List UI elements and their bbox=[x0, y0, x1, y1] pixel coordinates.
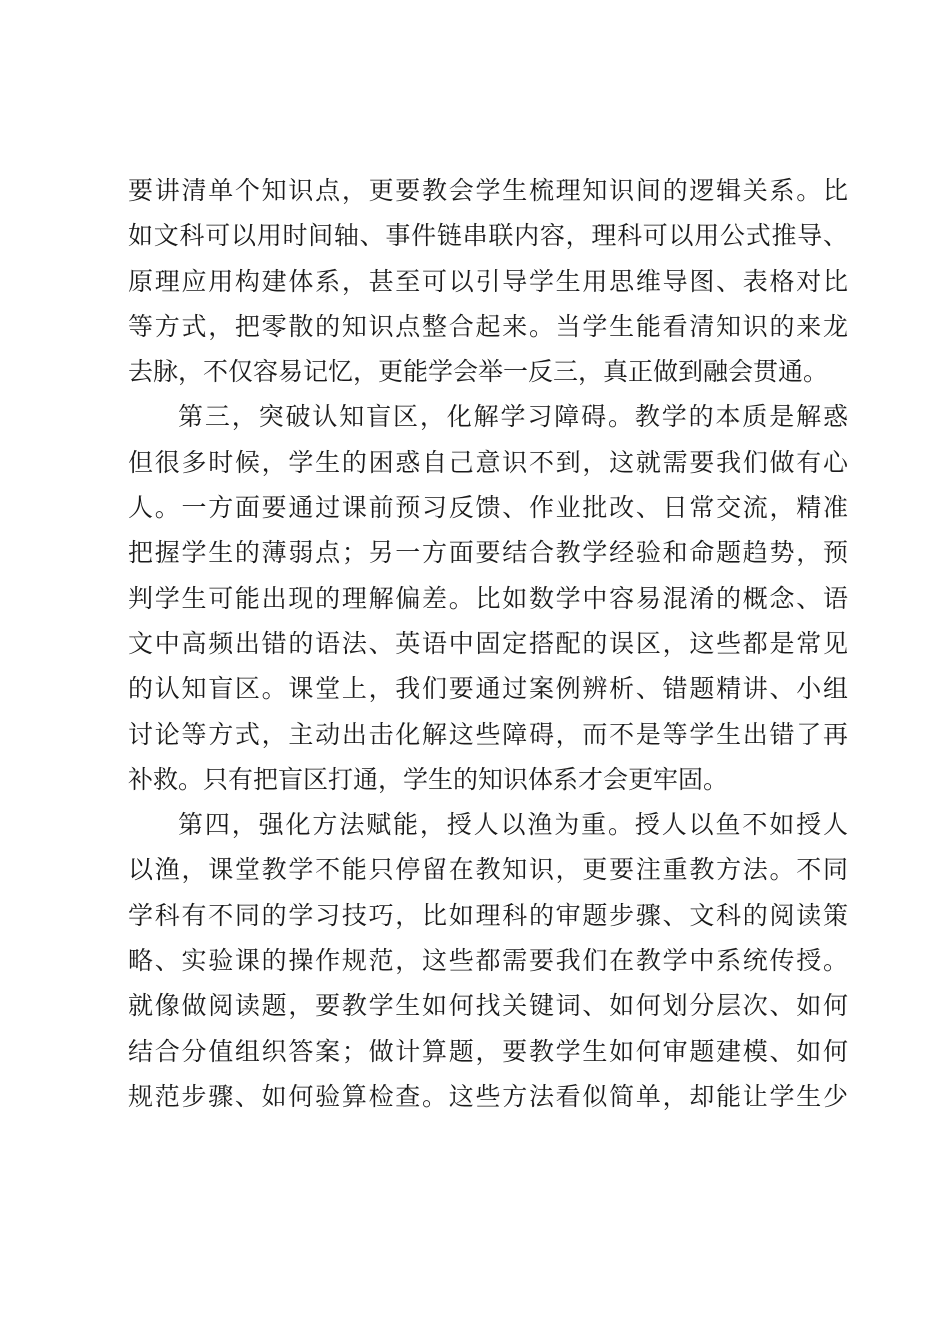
text-line: 学科有不同的学习技巧，比如理科的审题步骤、文科的阅读策 bbox=[128, 900, 848, 930]
text-line: 以渔，课堂教学不能只停留在教知识，更要注重教方法。不同 bbox=[128, 855, 848, 885]
text-line: 要讲清单个知识点，更要教会学生梳理知识间的逻辑关系。比 bbox=[128, 176, 848, 205]
text-line: 的认知盲区。课堂上，我们要通过案例辨析、错题精讲、小组 bbox=[128, 674, 848, 704]
text-line: 讨论等方式，主动出击化解这些障碍，而不是等学生出错了再 bbox=[128, 719, 848, 749]
paragraph-start-line: 第三，突破认知盲区，化解学习障碍。教学的本质是解惑 bbox=[178, 402, 848, 432]
text-line: 去脉，不仅容易记忆，更能学会举一反三，真正做到融会贯通。 bbox=[128, 357, 829, 387]
body-text bbox=[128, 168, 848, 1119]
text-line: 但很多时候，学生的困惑自己意识不到，这就需要我们做有心 bbox=[128, 447, 848, 477]
text-line: 就像做阅读题，要教学生如何找关键词、如何划分层次、如何 bbox=[128, 991, 848, 1021]
text-line: 把握学生的薄弱点；另一方面要结合教学经验和命题趋势，预 bbox=[128, 538, 848, 568]
paragraph-start-line: 第四，强化方法赋能，授人以渔为重。授人以鱼不如授人 bbox=[178, 810, 848, 840]
text-line: 等方式，把零散的知识点整合起来。当学生能看清知识的来龙 bbox=[128, 311, 848, 341]
text-line: 略、实验课的操作规范，这些都需要我们在教学中系统传授。 bbox=[128, 946, 848, 976]
text-line: 如文科可以用时间轴、事件链串联内容，理科可以用公式推导、 bbox=[128, 221, 848, 251]
text-line: 规范步骤、如何验算检查。这些方法看似简单，却能让学生少 bbox=[128, 1081, 848, 1111]
text-line: 结合分值组织答案；做计算题，要教学生如何审题建模、如何 bbox=[128, 1036, 848, 1066]
text-line: 文中高频出错的语法、英语中固定搭配的误区，这些都是常见 bbox=[128, 628, 848, 658]
text-line: 原理应用构建体系，甚至可以引导学生用思维导图、表格对比 bbox=[128, 266, 848, 296]
text-line: 判学生可能出现的理解偏差。比如数学中容易混淆的概念、语 bbox=[128, 583, 848, 613]
text-line: 人。一方面要通过课前预习反馈、作业批改、日常交流，精准 bbox=[128, 493, 848, 523]
text-line: 补救。只有把盲区打通，学生的知识体系才会更牢固。 bbox=[128, 764, 729, 794]
